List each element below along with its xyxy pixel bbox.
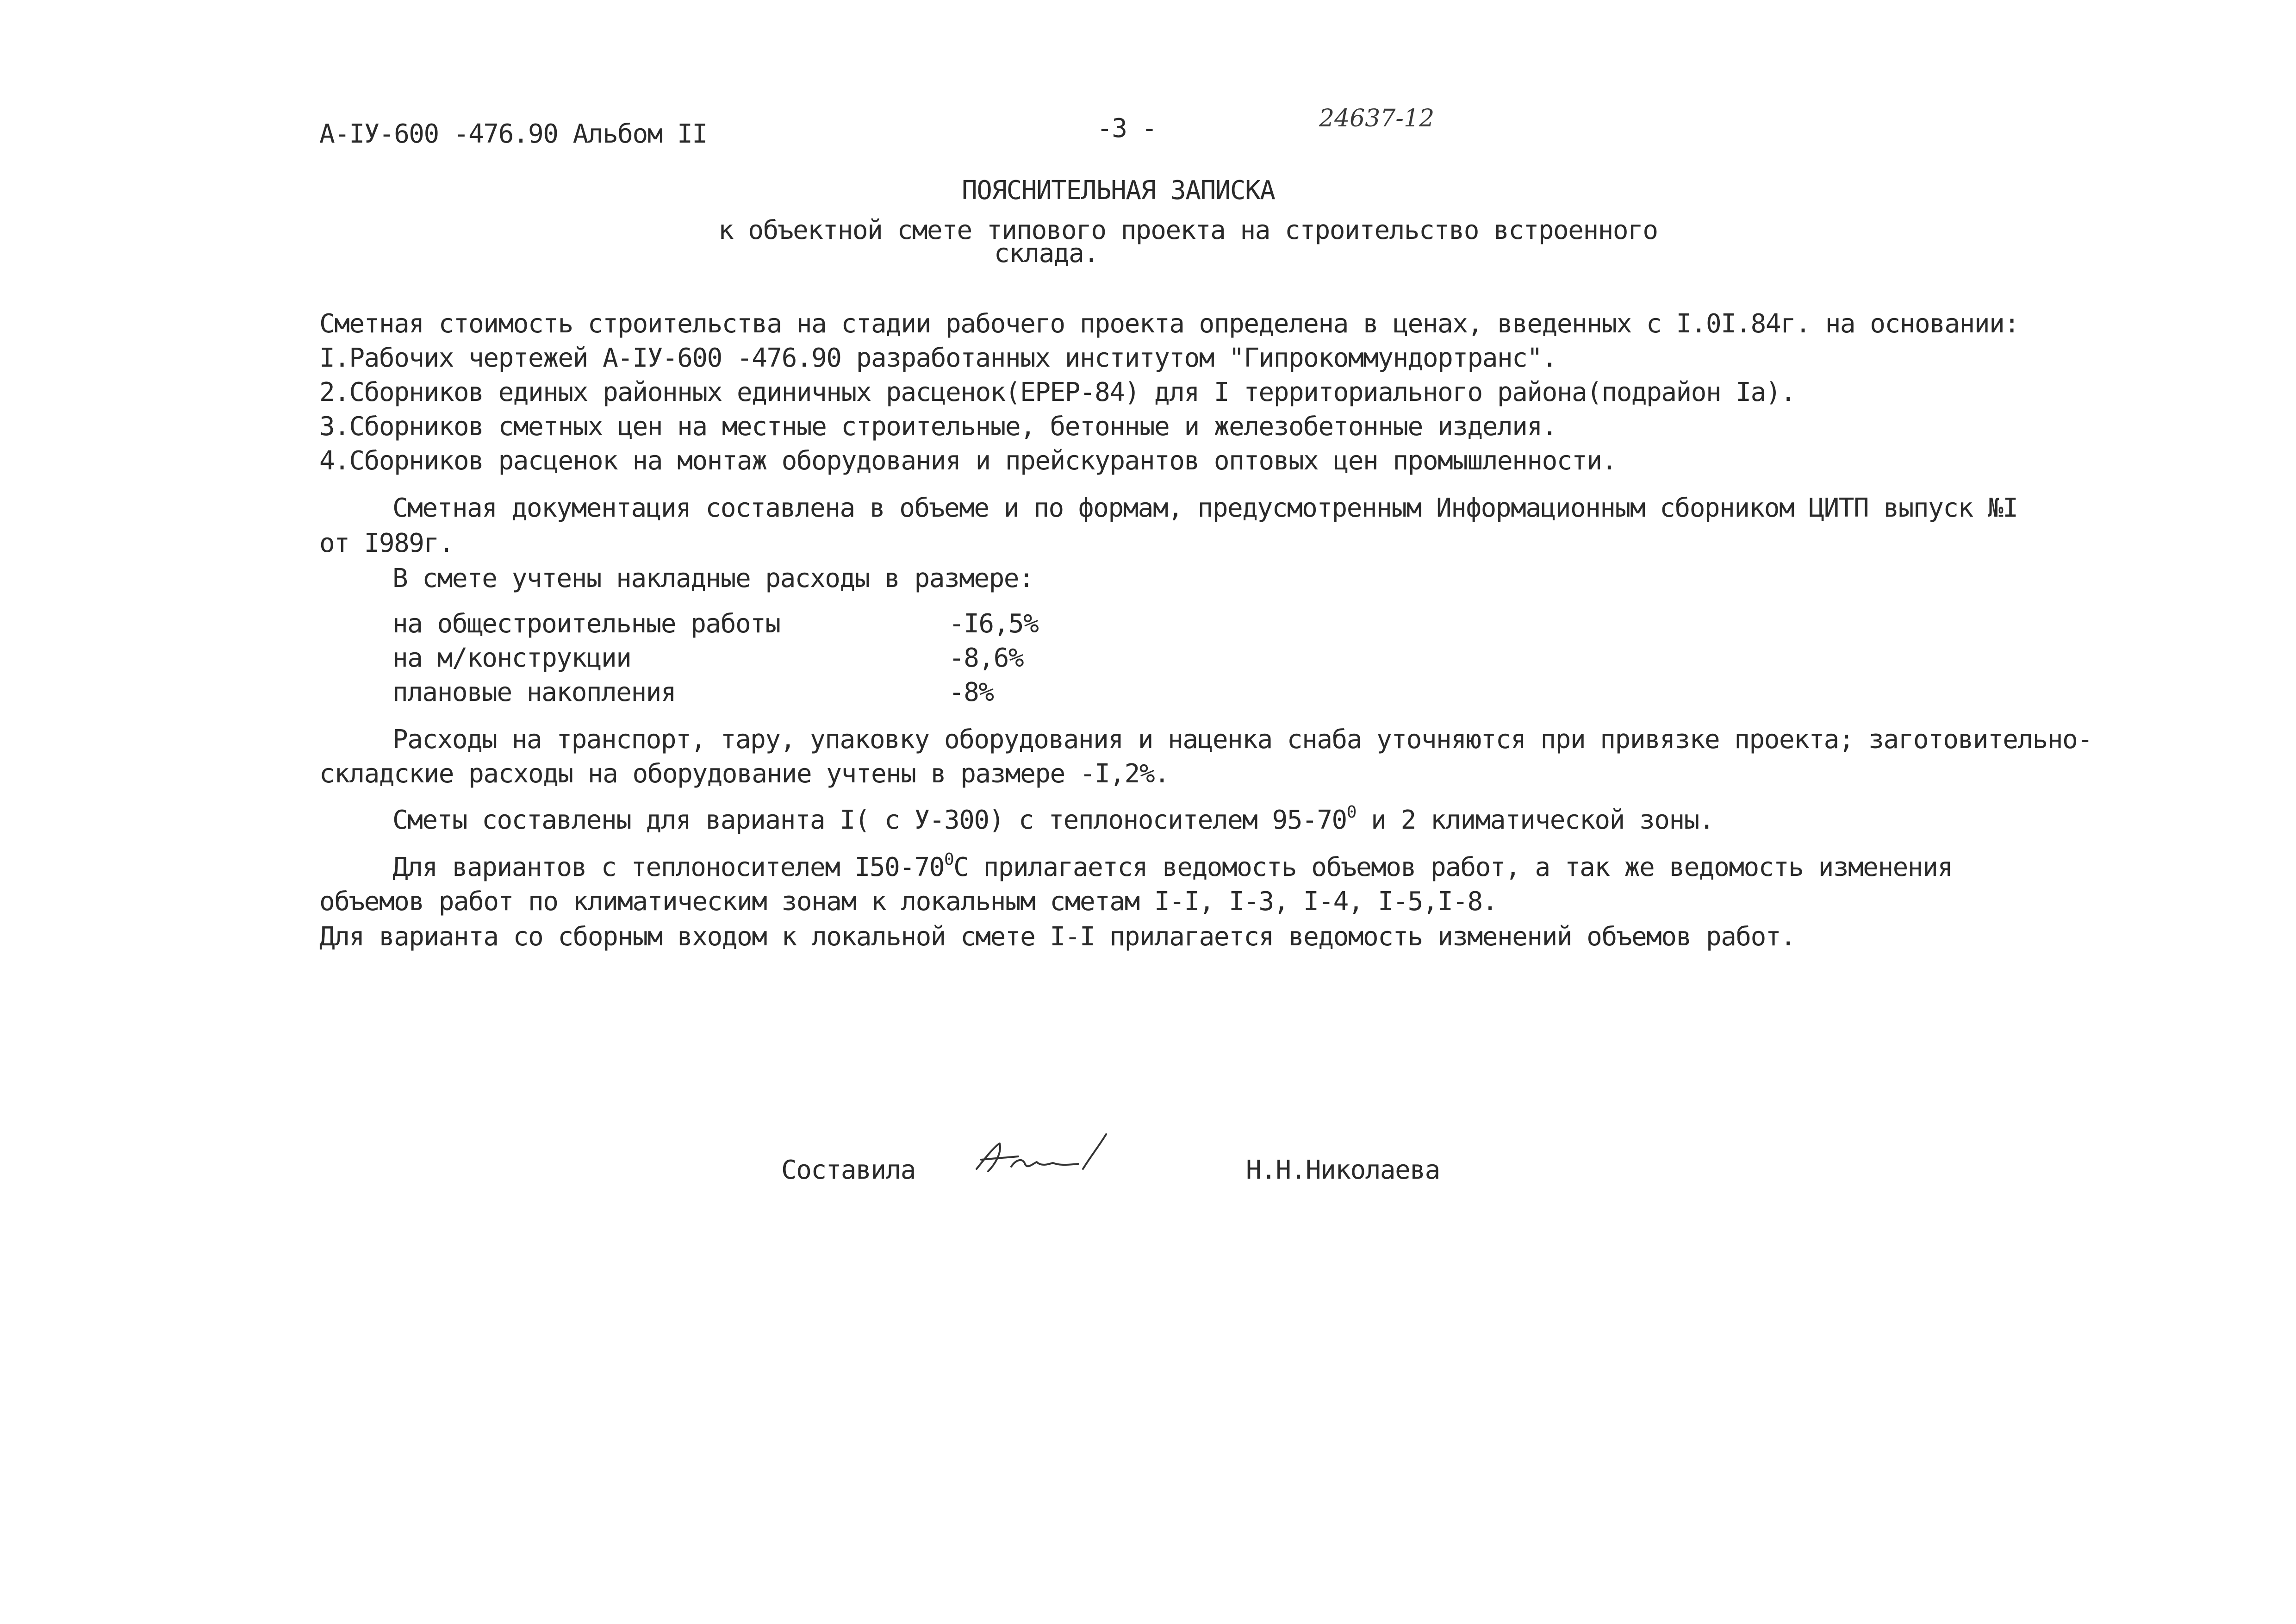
signature-label: Составила (781, 1155, 915, 1185)
documentation-paragraph-line-2: от I989г. (319, 528, 454, 558)
transport-paragraph-line-1: Расходы на транспорт, тару, упаковку оборудования и наценка снаба уточняются при привязке проекта; заготовительно- (392, 725, 2092, 755)
coolant-paragraph-line-2: объемов работ по климатическим зонам к локальным сметам I-I, I-3, I-4, I-5,I-8. (319, 887, 1497, 917)
handwritten-archive-number: 24637-12 (1319, 105, 1435, 132)
overhead-row-label: на м/конструкции (392, 643, 631, 673)
basis-item-2: 2.Сборников единых районных единичных расценок(ЕРЕР-84) для I территориального района(подрайон Iа). (319, 377, 1796, 407)
document-subtitle-line-1: к объектной смете типового проекта на строительство встроенного (718, 215, 1658, 245)
overhead-intro: В смете учтены накладные расходы в размере: (392, 563, 1034, 593)
overhead-row-value: -8,6% (949, 643, 1024, 673)
coolant-text: Для вариантов с теплоносителем I50-70 (392, 852, 944, 882)
coolant-text-end: С прилагается ведомость объемов работ, а так же ведомость изменения (953, 852, 1953, 882)
overhead-row-label: плановые накопления (392, 677, 676, 707)
coolant-paragraph-line-1 (392, 850, 1953, 882)
degree-mark: 0 (944, 850, 954, 869)
overhead-row-value: -I6,5% (949, 609, 1039, 639)
variant-text: Сметы составлены для варианта I( с У-300) с теплоносителем 95-70 (392, 805, 1347, 835)
document-heading: ПОЯСНИТЕЛЬНАЯ ЗАПИСКА (962, 175, 1275, 206)
basis-item-4: 4.Сборников расценок на монтаж оборудования и прейскурантов оптовых цен промышленности. (319, 446, 1617, 476)
document-subtitle-line-2: склада. (994, 238, 1099, 269)
signature-name: Н.Н.Николаева (1246, 1155, 1440, 1185)
page-number: -3 - (1097, 113, 1157, 144)
document-code: А-IУ-600 -476.90 Альбом II (319, 119, 707, 149)
handwritten-signature (967, 1125, 1115, 1185)
variant-paragraph (392, 803, 1714, 835)
overhead-row-value: -8% (949, 677, 994, 707)
overhead-row-label: на общестроительные работы (392, 609, 780, 639)
basis-item-3: 3.Сборников сметных цен на местные строительные, бетонные и железобетонные изделия. (319, 412, 1557, 442)
variant-text-end: и 2 климатической зоны. (1356, 805, 1714, 835)
documentation-paragraph-line-1: Сметная документация составлена в объеме и по формам, предусмотренным Информационным сборником ЦИТП выпуск №I (392, 493, 2018, 523)
intro-paragraph: Сметная стоимость строительства на стадии рабочего проекта определена в ценах, введенных с I.0I.84г. на основании: (319, 309, 2019, 339)
basis-item-1: I.Рабочих чертежей А-IУ-600 -476.90 разработанных институтом "Гипрокоммундортранс". (319, 343, 1557, 373)
transport-paragraph-line-2: складские расходы на оборудование учтены в размере -I,2%. (319, 759, 1170, 789)
degree-mark: 0 (1346, 803, 1356, 822)
assembly-paragraph: Для варианта со сборным входом к локальной смете I-I прилагается ведомость изменений объемов работ. (319, 922, 1796, 952)
